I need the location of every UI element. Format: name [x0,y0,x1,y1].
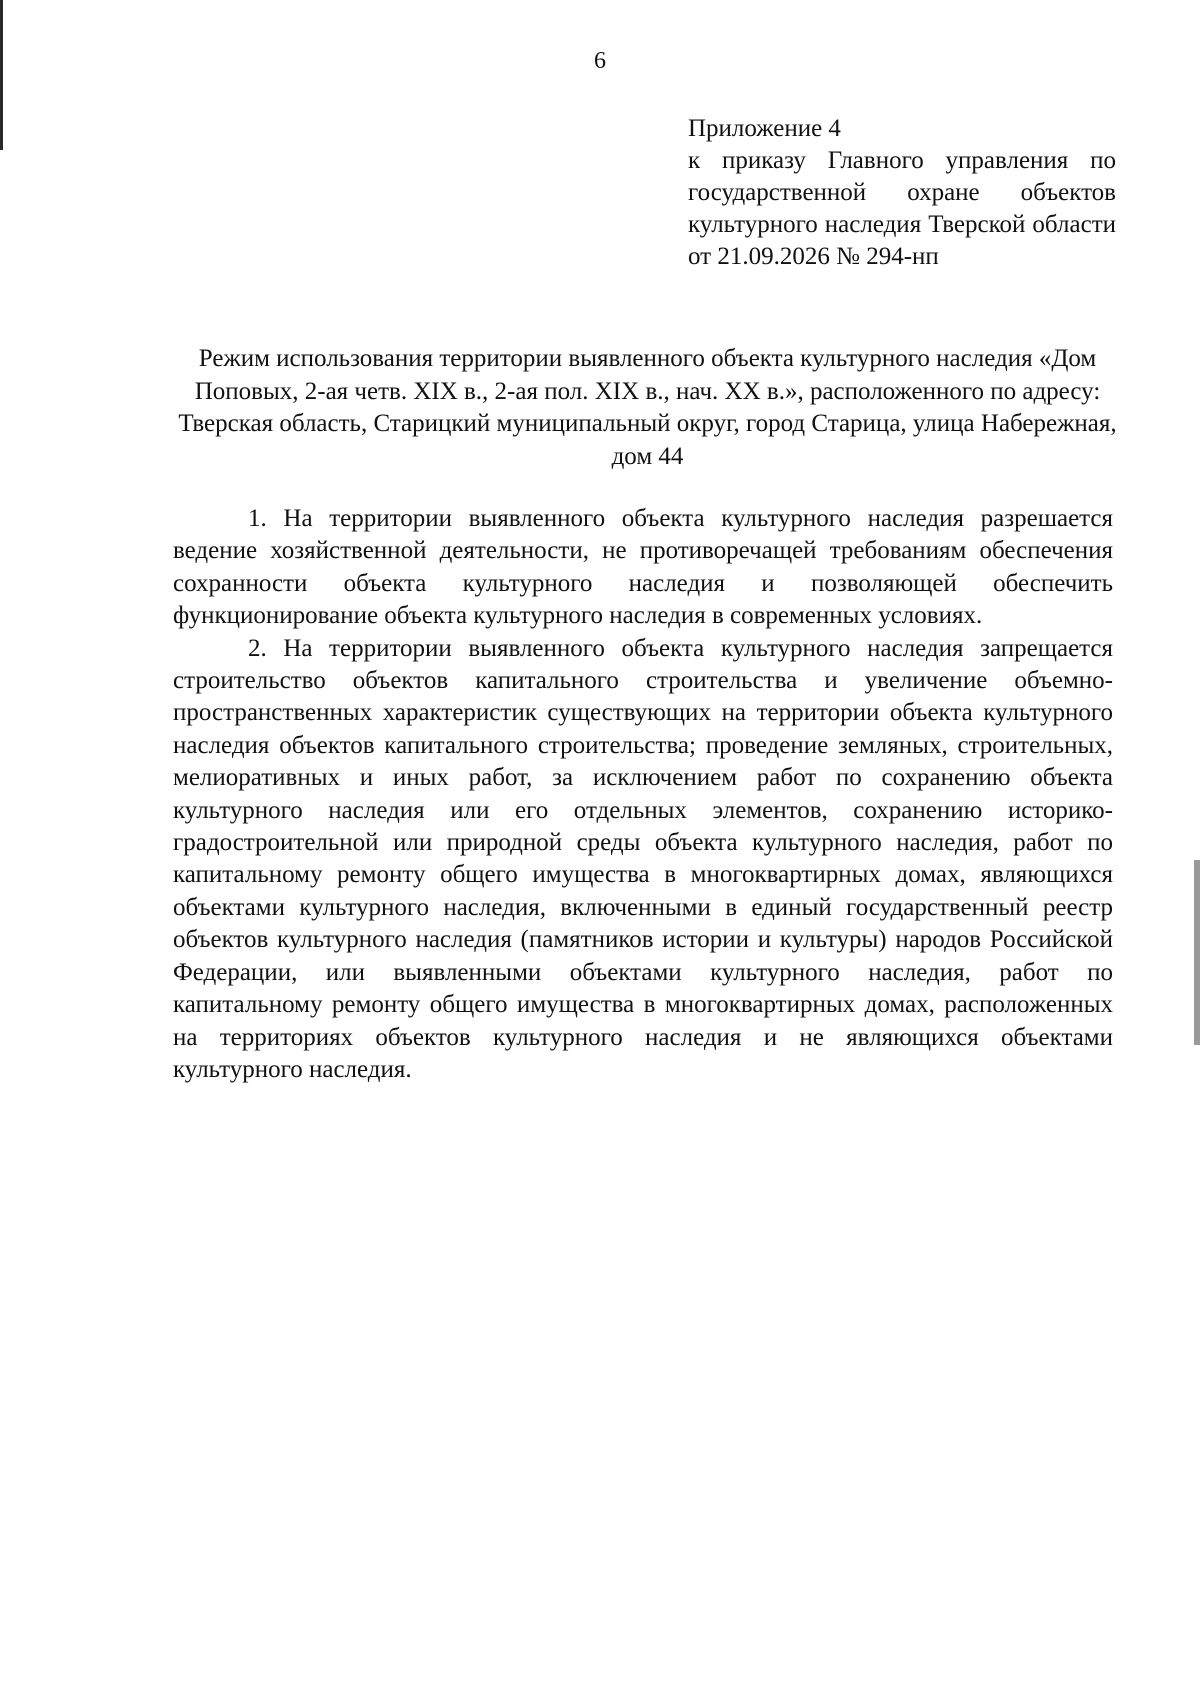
scan-edge-right [1194,860,1200,1045]
document-title: Режим использования территории выявленного объекта культурного наследия «Дом Поповых, 2-ая четв. XIX в., 2-ая пол. XIX в., нач. XX в.», расположенного по адресу: Тверская область, Старицкий муниципальный округ, город Старица, улица Набережная, дом 44 [178,345,1117,470]
paragraph-2: 2. На территории выявленного объекта культурного наследия запрещается строительство объектов капитального строительства и увеличение объемно-пространственных характеристик существующих на территории объекта культурного наследия объектов капитального строительства; проведение земляных, строительных, мелиоративных и иных работ, за исключением работ по сохранению объекта культурного наследия или его отдельных элементов, сохранению историко-градостроительной или природной среды объекта культурного наследия, работ по капитальному ремонту общего имущества в многоквартирных домах, являющихся объектами культурного наследия, включенными в единый государственный реестр объектов культурного наследия (памятников истории и культуры) народов Российской Федерации, или выявленными объектами культурного наследия, работ по капитальному ремонту общего имущества в многоквартирных домах, расположенных на территориях объектов культурного наследия и не являющихся объектами культурного наследия. [173,634,1113,1083]
scan-edge-left [0,0,3,150]
appendix-reference: к приказу Главного управления по государственной охране объектов культурного наследия Тверской области от 21.09.2026 № 294-нп [688,147,1116,270]
appendix-label: Приложение 4 [688,115,841,142]
appendix-header [688,113,1116,273]
paragraph-1: 1. На территории выявленного объекта культурного наследия разрешается ведение хозяйственной деятельности, не противоречащей требованиям обеспечения сохранности объекта культурного наследия и позволяющей обеспечить функционирование объекта культурного наследия в современных условиях. [173,505,1113,630]
page-number: 6 [594,48,606,74]
document-body [173,503,1113,1086]
